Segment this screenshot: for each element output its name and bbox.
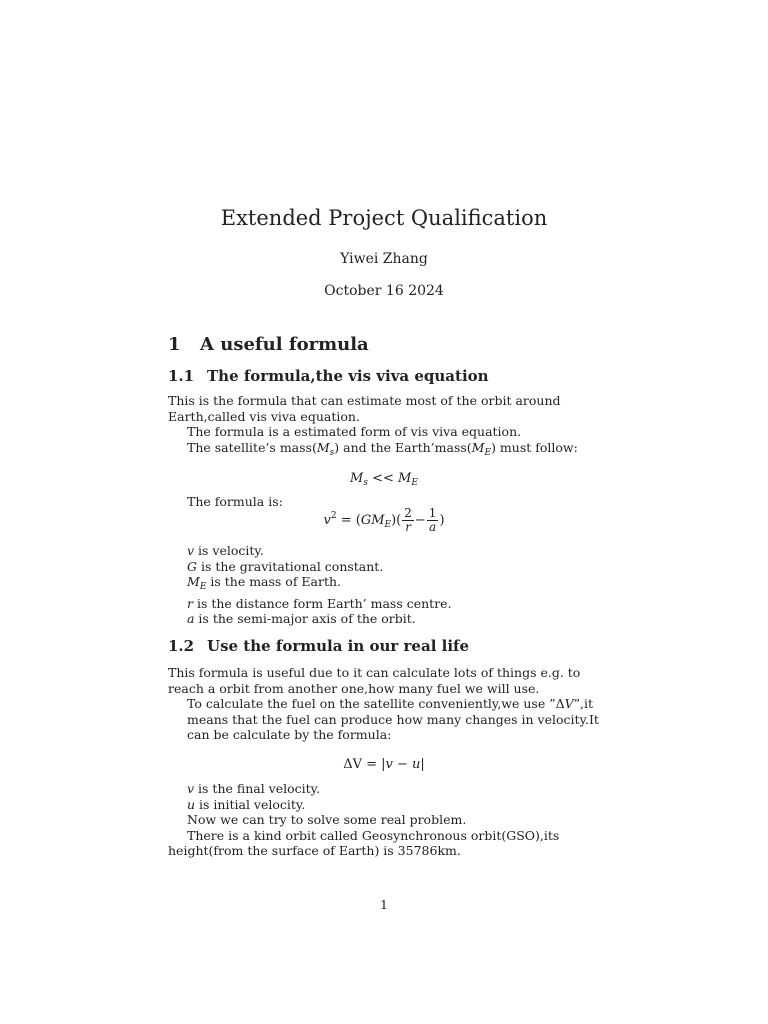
page-number: 1	[380, 897, 388, 912]
definition: $M_E$ is the mass of Earth.	[187, 574, 342, 592]
symbol-definitions	[168, 543, 600, 627]
fraction: $\frac{2}{r}$	[404, 506, 412, 534]
delta-v-equation: ΔV = |v − u|	[343, 757, 425, 772]
date: October 16 2024	[324, 283, 444, 299]
mass-inequality: $M_s << M_E$	[350, 471, 418, 488]
paragraph: This is the formula that can estimate most of the orbit around Earth,called vis viva equation.	[168, 393, 561, 424]
paragraph: The formula is a estimated form of vis viva equation.	[187, 424, 522, 439]
subsection-heading-1-2	[168, 637, 469, 655]
paragraph: The satellite’s $mass(M_s)$ and the $Earth’mass(M_E)$ must follow:	[187, 439, 578, 458]
vis-viva-equation: $v^2 = (GM_E)$( $\frac{2}{r}$ − $\frac{1}{a}$ )	[323, 506, 445, 534]
definition: r is the distance form Earth’ mass centre.	[187, 595, 452, 611]
section-heading	[168, 334, 369, 355]
definition: u is initial velocity.	[187, 796, 306, 812]
paragraph: Now we can try to solve some real problem.	[187, 812, 467, 827]
subsection-number: 1.2	[168, 637, 195, 655]
subsection-title: Use the formula in our real life	[207, 637, 470, 655]
paragraph: To calculate the fuel on the satellite conveniently,we use ”ΔV”,it means that the fuel can produce how many changes in velocity.It can be calculate by the formula:	[187, 696, 599, 742]
formula-intro: The formula is:	[187, 494, 283, 509]
subsection-1-2-tail	[168, 781, 600, 859]
definition: v is the final velocity.	[187, 781, 321, 796]
definition: a is the semi-major axis of the orbit.	[187, 611, 416, 626]
subsection-heading-1-1	[168, 367, 489, 385]
document-title: Extended Project Qualification	[220, 206, 548, 230]
author: Yiwei Zhang	[340, 251, 428, 267]
fraction: $\frac{1}{a}$	[428, 506, 437, 534]
paragraph: There is a kind orbit called Geosynchronous orbit(GSO),its height(from the surface of Earth) is 35786km.	[168, 827, 560, 858]
subsection-title: The formula,the vis viva equation	[207, 367, 489, 385]
subsection-1-2-body	[168, 665, 600, 743]
subsection-1-1-body	[168, 393, 600, 461]
section-title: A useful formula	[200, 334, 369, 355]
definition: G is the gravitational constant.	[187, 558, 384, 574]
definition: v is velocity.	[187, 543, 264, 558]
subsection-number: 1.1	[168, 367, 195, 385]
paragraph: This formula is useful due to it can calculate lots of things e.g. to reach a orbit from another one,how many fuel we will use.	[168, 665, 581, 696]
section-number: 1	[168, 334, 181, 355]
